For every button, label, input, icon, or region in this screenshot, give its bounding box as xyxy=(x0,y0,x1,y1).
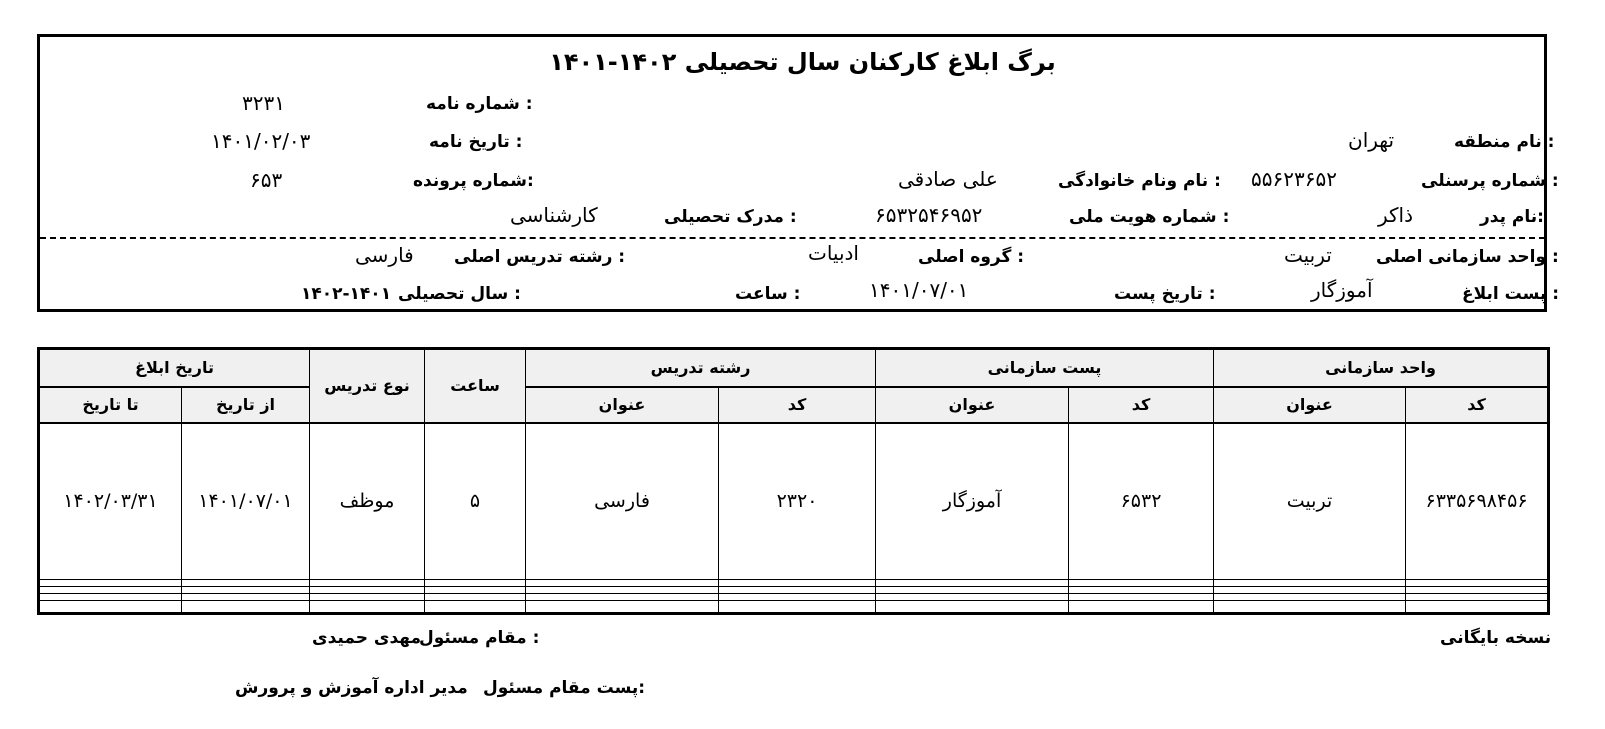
letter-date-value: ۱۴۰۱/۰۲/۰۳ xyxy=(211,129,311,153)
file-number-label: شماره پرونده: xyxy=(413,171,534,191)
letter-number-value: ۳۲۳۱ xyxy=(242,91,285,115)
post-date-label: تاریخ پست : xyxy=(1114,284,1216,304)
personnel-number-label: شماره پرسنلی : xyxy=(1421,171,1559,191)
official-post-label: پست مقام مسئول: xyxy=(483,678,646,698)
table-header-row-2 xyxy=(39,387,1549,423)
org-post-header: پست سازمانی xyxy=(876,349,1214,387)
teaching-field-header: رشته تدریس xyxy=(526,349,876,387)
section-divider xyxy=(40,237,1545,239)
official-name: مهدی حمیدی xyxy=(312,628,422,648)
table-row xyxy=(39,593,1549,600)
document-title: برگ ابلاغ کارکنان سال تحصیلی ۱۴۰۲-۱۴۰۱ xyxy=(549,48,1056,76)
from-date-cell: ۱۴۰۱/۰۷/۰۱ xyxy=(182,423,310,580)
official-label: مقام مسئول : xyxy=(419,628,540,648)
main-unit-value: تربیت xyxy=(1284,243,1332,267)
unit-title-cell: تربیت xyxy=(1214,423,1406,580)
hours-cell: ۵ xyxy=(425,423,526,580)
region-value: تهران xyxy=(1348,128,1395,152)
field-title-header: عنوان xyxy=(526,387,719,423)
personnel-number-value: ۵۵۶۲۳۶۵۲ xyxy=(1251,167,1337,191)
post-title-cell: آموزگار xyxy=(876,423,1069,580)
post-label: پست ابلاغ : xyxy=(1462,284,1560,304)
post-title-header: عنوان xyxy=(876,387,1069,423)
from-date-header: از تاریخ xyxy=(182,387,310,423)
to-date-cell: ۱۴۰۲/۰۳/۳۱ xyxy=(39,423,182,580)
degree-label: مدرک تحصیلی : xyxy=(664,207,797,227)
main-group-value: ادبیات xyxy=(808,241,859,265)
letter-number-label: شماره نامه : xyxy=(426,94,533,114)
notice-date-header: تاریخ ابلاغ xyxy=(39,349,310,387)
post-code-header: کد xyxy=(1069,387,1214,423)
national-id-label: شماره هویت ملی : xyxy=(1069,207,1230,227)
main-field-label: رشته تدریس اصلی : xyxy=(454,247,626,267)
main-field-value: فارسی xyxy=(355,243,414,267)
field-title-cell: فارسی xyxy=(526,423,719,580)
teaching-type-header: نوع تدریس xyxy=(310,349,425,423)
file-number-value: ۶۵۳ xyxy=(250,168,283,192)
post-value: آموزگار xyxy=(1311,278,1373,302)
assignment-table xyxy=(37,347,1550,615)
table-row xyxy=(39,600,1549,613)
teaching-type-cell: موظف xyxy=(310,423,425,580)
degree-value: کارشناسی xyxy=(510,203,598,227)
father-name-value: ذاکر xyxy=(1378,203,1414,227)
hours-label: ساعت : xyxy=(735,284,801,304)
table-header-row-1 xyxy=(39,349,1549,387)
main-unit-label: واحد سازمانی اصلی : xyxy=(1376,247,1559,267)
post-code-cell: ۶۵۳۲ xyxy=(1069,423,1214,580)
post-date-value: ۱۴۰۱/۰۷/۰۱ xyxy=(869,278,969,302)
field-code-cell: ۲۳۲۰ xyxy=(719,423,876,580)
father-name-label: نام پدر: xyxy=(1480,207,1544,227)
academic-year-label: سال تحصیلی : xyxy=(398,284,521,304)
academic-year-value: ۱۴۰۲-۱۴۰۱ xyxy=(301,284,392,304)
letter-date-label: تاریخ نامه : xyxy=(429,132,523,152)
full-name-label: نام ونام خانوادگی : xyxy=(1058,171,1221,191)
unit-code-cell: ۶۳۳۵۶۹۸۴۵۶ xyxy=(1406,423,1549,580)
national-id-value: ۶۵۳۲۵۴۶۹۵۲ xyxy=(875,203,983,227)
main-group-label: گروه اصلی : xyxy=(918,247,1025,267)
unit-code-header: کد xyxy=(1406,387,1549,423)
unit-title-header: عنوان xyxy=(1214,387,1406,423)
to-date-header: تا تاریخ xyxy=(39,387,182,423)
full-name-value: علی صادقی xyxy=(898,167,998,191)
table-row xyxy=(39,580,1549,587)
hours-header: ساعت xyxy=(425,349,526,423)
table-row xyxy=(39,587,1549,594)
table-row xyxy=(39,423,1549,580)
org-unit-header: واحد سازمانی xyxy=(1214,349,1549,387)
official-post-value: مدیر اداره آموزش و پرورش xyxy=(235,678,468,698)
region-label: نام منطقه : xyxy=(1454,132,1555,152)
field-code-header: کد xyxy=(719,387,876,423)
archive-copy-label: نسخه بایگانی xyxy=(1440,628,1552,648)
